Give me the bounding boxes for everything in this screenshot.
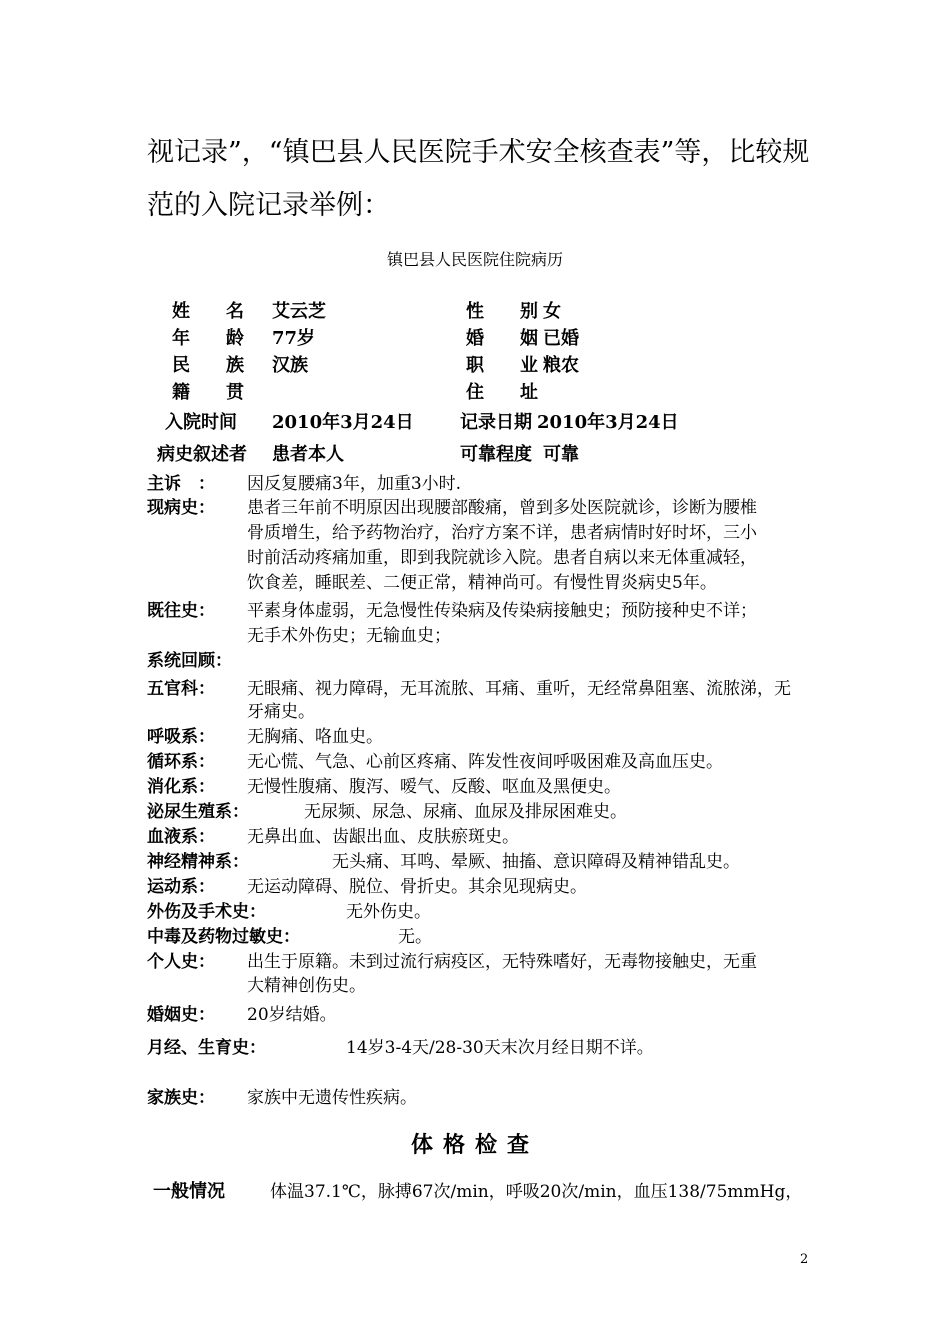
general-condition-text: 体温37.1℃，脉搏67次/min，呼吸20次/min，血压138/75mmHg， <box>270 1182 803 1202</box>
digestive-text: 无慢性腹痛、腹泻、嗳气、反酸、呕血及黑便史。 <box>247 777 621 797</box>
intro-line-1: 视记录”，“镇巴县人民医院手术安全核查表”等，比较规 <box>147 137 810 168</box>
blood-text: 无鼻出血、齿龈出血、皮肤瘀斑史。 <box>247 827 519 847</box>
marital-label: 婚姻史： <box>147 1005 215 1025</box>
ethnic-label: 民 族 <box>172 355 244 376</box>
neuro-text: 无头痛、耳鸣、晕厥、抽搐、意识障碍及精神错乱史。 <box>332 852 740 872</box>
blood-label: 血液系： <box>147 827 215 847</box>
trauma-text: 无外伤史。 <box>346 902 431 922</box>
ethnic-value: 汉族 <box>272 355 308 376</box>
address-label: 住 址 <box>466 382 538 403</box>
general-condition-label: 一般情况 <box>153 1181 225 1202</box>
narrator-label: 病史叙述者 <box>157 444 247 465</box>
record-label: 记录日期 <box>460 412 532 433</box>
present-illness-line: 骨质增生，给予药物治疗，治疗方案不详，患者病情时好时坏，三小 <box>247 523 757 543</box>
digestive-label: 消化系： <box>147 777 215 797</box>
personal-label: 个人史： <box>147 952 215 972</box>
admit-label: 入院时间 <box>165 412 237 433</box>
ent-line: 牙痛史。 <box>247 702 315 722</box>
marriage-value: 已婚 <box>543 328 579 349</box>
native-label: 籍 贯 <box>172 382 244 403</box>
urogenital-label: 泌尿生殖系： <box>147 802 249 822</box>
motor-text: 无运动障碍、脱位、骨折史。其余见现病史。 <box>247 877 587 897</box>
age-value: 77岁 <box>272 328 316 349</box>
family-label: 家族史： <box>147 1088 215 1108</box>
allergy-text: 无。 <box>398 927 432 947</box>
past-history-line: 平素身体虚弱，无急慢性传染病及传染病接触史；预防接种史不详； <box>247 601 757 621</box>
system-review-label: 系统回顾： <box>147 651 232 671</box>
narrator-value: 患者本人 <box>272 444 344 465</box>
personal-line: 出生于原籍。未到过流行病疫区，无特殊嗜好，无毒物接触史，无重 <box>247 952 757 972</box>
chief-complaint-text: 因反复腰痛3年，加重3小时. <box>247 474 462 494</box>
admit-value: 2010年3月24日 <box>272 412 414 433</box>
present-illness-line: 时前活动疼痛加重，即到我院就诊入院。患者自病以来无体重减轻， <box>247 548 757 568</box>
motor-label: 运动系： <box>147 877 215 897</box>
respiratory-label: 呼吸系： <box>147 727 215 747</box>
job-value: 粮农 <box>543 355 579 376</box>
circulatory-label: 循环系： <box>147 752 215 772</box>
document-title: 镇巴县人民医院住院病历 <box>386 250 563 269</box>
job-label: 职 业 <box>466 355 538 376</box>
past-history-line: 无手术外伤史；无输血史； <box>247 626 451 646</box>
present-illness-line: 患者三年前不明原因出现腰部酸痛，曾到多处医院就诊，诊断为腰椎 <box>247 498 757 518</box>
sex-label: 性 别 <box>466 301 538 322</box>
intro-line-2: 范的入院记录举例： <box>147 190 390 221</box>
marriage-label: 婚 姻 <box>466 328 538 349</box>
personal-line: 大精神创伤史。 <box>247 976 366 996</box>
ent-line: 无眼痛、视力障碍，无耳流脓、耳痛、重听，无经常鼻阻塞、流脓涕，无 <box>247 679 791 699</box>
sex-value: 女 <box>543 301 561 322</box>
ent-label: 五官科： <box>147 679 215 699</box>
trauma-label: 外伤及手术史： <box>147 902 266 922</box>
respiratory-text: 无胸痛、咯血史。 <box>247 727 383 747</box>
reliability-label: 可靠程度 <box>460 444 532 465</box>
record-value: 2010年3月24日 <box>537 412 679 433</box>
menstrual-label: 月经、生育史： <box>147 1038 266 1058</box>
menstrual-text: 14岁3-4天/28-30天末次月经日期不详。 <box>346 1038 654 1058</box>
name-label: 姓 名 <box>172 301 244 322</box>
present-illness-label: 现病史： <box>147 498 215 518</box>
present-illness-line: 饮食差，睡眠差、二便正常，精神尚可。有慢性胃炎病史5年。 <box>247 573 717 593</box>
circulatory-text: 无心慌、气急、心前区疼痛、阵发性夜间呼吸困难及高血压史。 <box>247 752 723 772</box>
marital-text: 20岁结婚。 <box>247 1005 337 1025</box>
age-label: 年 龄 <box>172 328 244 349</box>
family-text: 家族中无遗传性疾病。 <box>247 1088 417 1108</box>
chief-complaint-label: 主诉 ： <box>147 474 215 494</box>
reliability-value: 可靠 <box>543 444 579 465</box>
urogenital-text: 无尿频、尿急、尿痛、血尿及排尿困难史。 <box>304 802 627 822</box>
name-value: 艾云芝 <box>272 301 326 322</box>
past-history-label: 既往史： <box>147 601 215 621</box>
neuro-label: 神经精神系： <box>147 852 249 872</box>
allergy-label: 中毒及药物过敏史： <box>147 927 300 947</box>
physical-exam-title: 体格检查 <box>410 1132 539 1158</box>
page-number: 2 <box>800 1252 809 1267</box>
